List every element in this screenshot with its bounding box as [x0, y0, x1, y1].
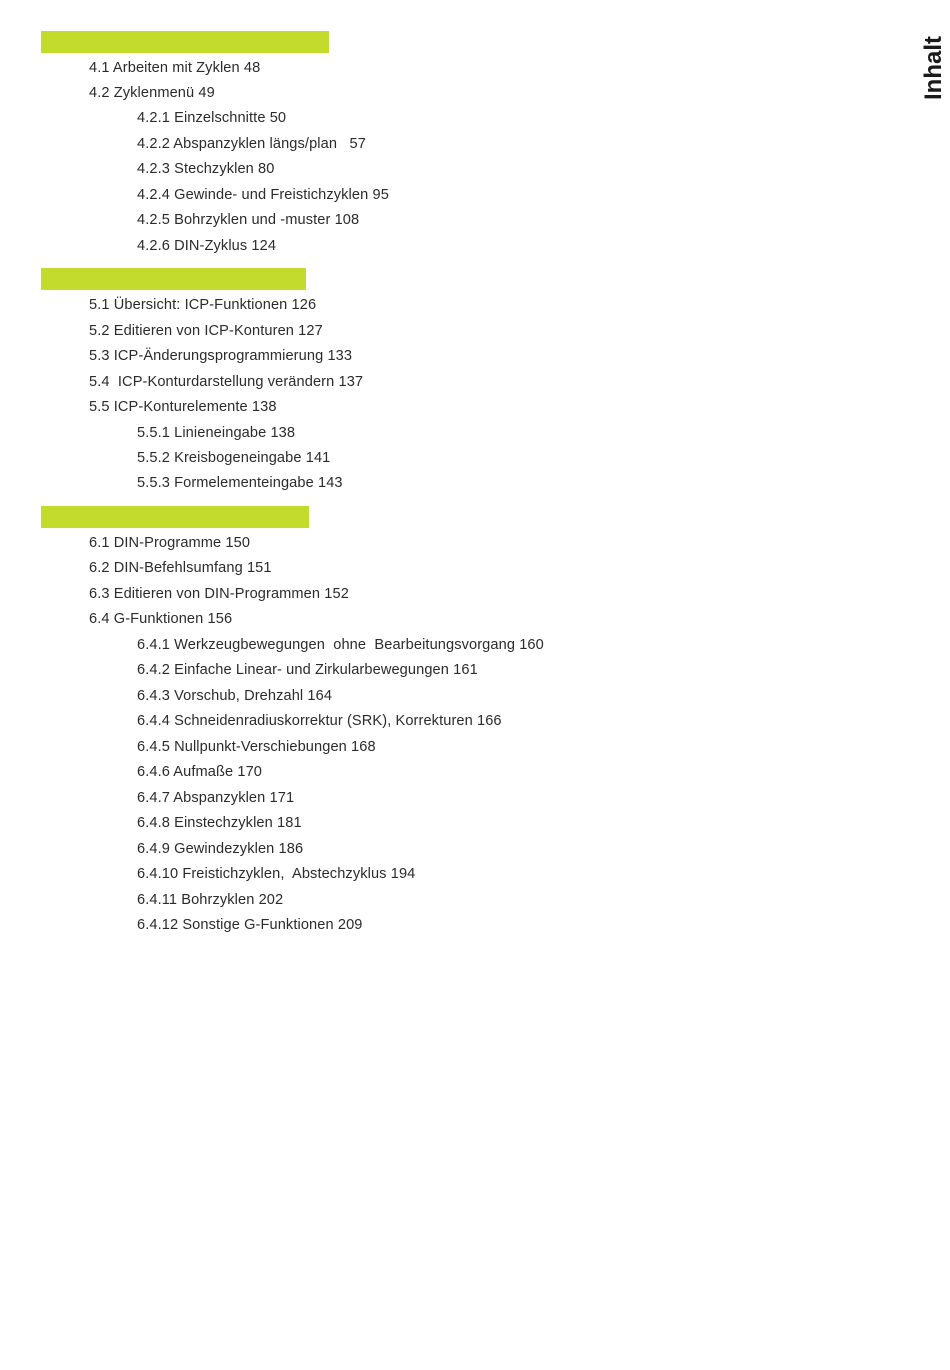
toc-subentry[interactable]: 6.4.9 Gewindezyklen 186 — [137, 841, 304, 857]
toc-entry[interactable]: 6.2 DIN-Befehlsumfang 151 — [89, 560, 272, 576]
toc-subentry[interactable]: 4.2.4 Gewinde- und Freistichzyklen 95 — [137, 187, 389, 203]
chapter-4-bar — [41, 31, 329, 53]
toc-subentry[interactable]: 5.5.2 Kreisbogeneingabe 141 — [137, 450, 331, 466]
toc-subentry[interactable]: 6.4.5 Nullpunkt-Verschiebungen 168 — [137, 739, 376, 755]
toc-subentry[interactable]: 6.4.1 Werkzeugbewegungen ohne Bearbeitungsvorgang 160 — [137, 637, 544, 653]
toc-entry[interactable]: 5.2 Editieren von ICP-Konturen 127 — [89, 323, 323, 339]
toc-entry[interactable]: 5.5 ICP-Konturelemente 138 — [89, 399, 277, 415]
chapter-6-bar — [41, 506, 309, 528]
toc-subentry[interactable]: 4.2.3 Stechzyklen 80 — [137, 161, 275, 177]
toc-subentry[interactable]: 6.4.7 Abspanzyklen 171 — [137, 790, 295, 806]
toc-entry[interactable]: 5.3 ICP-Änderungsprogrammierung 133 — [89, 348, 353, 364]
toc-subentry[interactable]: 6.4.4 Schneidenradiuskorrektur (SRK), Korrekturen 166 — [137, 713, 502, 729]
toc-subentry[interactable]: 4.2.2 Abspanzyklen längs/plan 57 — [137, 136, 366, 152]
toc-entry[interactable]: 4.2 Zyklenmenü 49 — [89, 85, 215, 101]
toc-subentry[interactable]: 4.2.5 Bohrzyklen und -muster 108 — [137, 212, 360, 228]
toc-subentry[interactable]: 4.2.6 DIN-Zyklus 124 — [137, 238, 277, 254]
toc-entry[interactable]: 6.3 Editieren von DIN-Programmen 152 — [89, 586, 349, 602]
toc-subentry[interactable]: 6.4.2 Einfache Linear- und Zirkularbewegungen 161 — [137, 662, 478, 678]
toc-entry[interactable]: 4.1 Arbeiten mit Zyklen 48 — [89, 60, 261, 76]
toc-subentry[interactable]: 6.4.6 Aufmaße 170 — [137, 764, 263, 780]
toc-subentry[interactable]: 6.4.12 Sonstige G-Funktionen 209 — [137, 917, 363, 933]
toc-entry[interactable]: 5.1 Übersicht: ICP-Funktionen 126 — [89, 297, 317, 313]
toc-subentry[interactable]: 6.4.3 Vorschub, Drehzahl 164 — [137, 688, 333, 704]
toc-subentry[interactable]: 5.5.1 Linieneingabe 138 — [137, 425, 296, 441]
toc-entry[interactable]: 6.4 G-Funktionen 156 — [89, 611, 233, 627]
toc-subentry[interactable]: 6.4.11 Bohrzyklen 202 — [137, 892, 284, 908]
toc-subentry[interactable]: 6.4.10 Freistichzyklen, Abstechzyklus 194 — [137, 866, 416, 882]
toc-subentry[interactable]: 6.4.8 Einstechzyklen 181 — [137, 815, 302, 831]
toc-entry[interactable]: 5.4 ICP-Konturdarstellung verändern 137 — [89, 374, 364, 390]
toc-entry[interactable]: 6.1 DIN-Programme 150 — [89, 535, 251, 551]
toc-subentry[interactable]: 5.5.3 Formelementeingabe 143 — [137, 475, 343, 491]
page-side-title: Inhalt — [920, 36, 947, 100]
toc-subentry[interactable]: 4.2.1 Einzelschnitte 50 — [137, 110, 287, 126]
chapter-5-bar — [41, 268, 306, 290]
